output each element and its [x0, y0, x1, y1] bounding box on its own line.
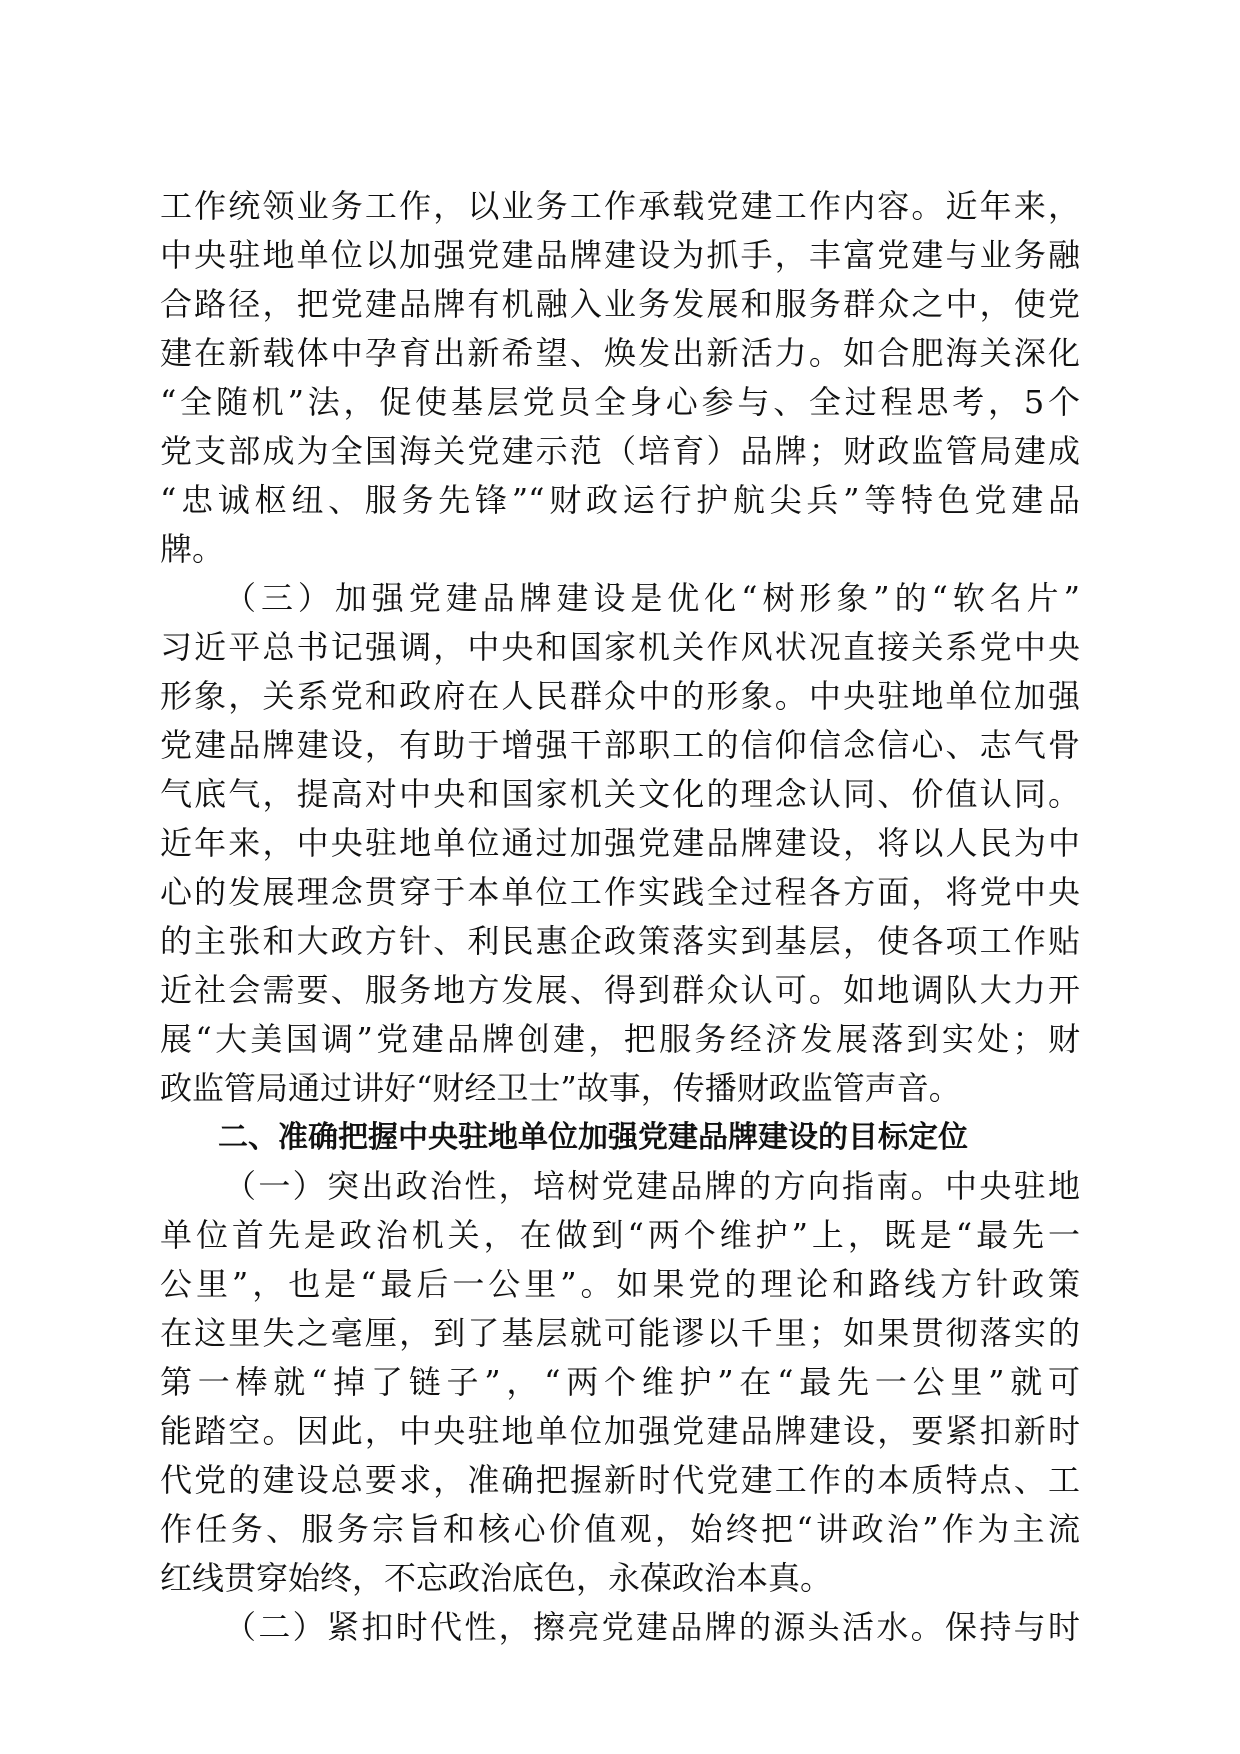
paragraph-line: 气底气，提高对中央和国家机关文化的理念认同、价值认同。 [160, 775, 1080, 813]
paragraph-line: 第一棒就“掉了链子”，“两个维护”在“最先一公里”就可 [160, 1363, 1080, 1401]
paragraph-line: 能踏空。因此，中央驻地单位加强党建品牌建设，要紧扣新时 [160, 1412, 1080, 1450]
paragraph-line: 党支部成为全国海关党建示范（培育）品牌；财政监管局建成 [160, 432, 1080, 470]
paragraph-line: 近社会需要、服务地方发展、得到群众认可。如地调队大力开 [160, 971, 1080, 1009]
paragraph-line: 展“大美国调”党建品牌创建，把服务经济发展落到实处；财 [160, 1020, 1080, 1058]
paragraph-line: 近年来，中央驻地单位通过加强党建品牌建设，将以人民为中 [160, 824, 1080, 862]
paragraph-line: “忠诚枢纽、服务先锋”“财政运行护航尖兵”等特色党建品 [160, 481, 1080, 519]
section-subtitle: （三）加强党建品牌建设是优化“树形象”的“软名片” [224, 579, 1080, 617]
paragraph-line: 代党的建设总要求，准确把握新时代党建工作的本质特点、工 [160, 1461, 1080, 1499]
paragraph-line: 合路径，把党建品牌有机融入业务发展和服务群众之中，使党 [160, 285, 1080, 323]
paragraph-line: 在这里失之毫厘，到了基层就可能谬以千里；如果贯彻落实的 [160, 1314, 1080, 1352]
paragraph-line: 中央驻地单位以加强党建品牌建设为抓手，丰富党建与业务融 [160, 236, 1080, 274]
paragraph-line: 工作统领业务工作，以业务工作承载党建工作内容。近年来， [160, 187, 1080, 225]
paragraph-line: （二）紧扣时代性，擦亮党建品牌的源头活水。保持与时 [224, 1608, 1080, 1646]
paragraph-line: 的主张和大政方针、利民惠企政策落实到基层，使各项工作贴 [160, 922, 1080, 960]
document-page [160, 182, 1080, 1652]
paragraph-line: 政监管局通过讲好“财经卫士”故事，传播财政监管声音。 [160, 1069, 961, 1107]
paragraph-line: 心的发展理念贯穿于本单位工作实践全过程各方面，将党中央 [160, 873, 1080, 911]
paragraph-line: （一）突出政治性，培树党建品牌的方向指南。中央驻地 [224, 1167, 1080, 1205]
paragraph-line: “全随机”法，促使基层党员全身心参与、全过程思考，5个 [160, 383, 1080, 421]
paragraph-line: 牌。 [160, 530, 225, 568]
paragraph-line: 建在新载体中孕育出新希望、焕发出新活力。如合肥海关深化 [160, 334, 1080, 372]
section-heading: 二、准确把握中央驻地单位加强党建品牌建设的目标定位 [218, 1120, 968, 1155]
paragraph-line: 红线贯穿始终，不忘政治底色，永葆政治本真。 [160, 1559, 833, 1597]
paragraph-line: 习近平总书记强调，中央和国家机关作风状况直接关系党中央 [160, 628, 1080, 666]
paragraph-line: 党建品牌建设，有助于增强干部职工的信仰信念信心、志气骨 [160, 726, 1080, 764]
paragraph-line: 单位首先是政治机关，在做到“两个维护”上，既是“最先一 [160, 1216, 1080, 1254]
paragraph-line: 形象，关系党和政府在人民群众中的形象。中央驻地单位加强 [160, 677, 1080, 715]
paragraph-line: 作任务、服务宗旨和核心价值观，始终把“讲政治”作为主流 [160, 1510, 1080, 1548]
paragraph-line: 公里”，也是“最后一公里”。如果党的理论和路线方针政策 [160, 1265, 1080, 1303]
